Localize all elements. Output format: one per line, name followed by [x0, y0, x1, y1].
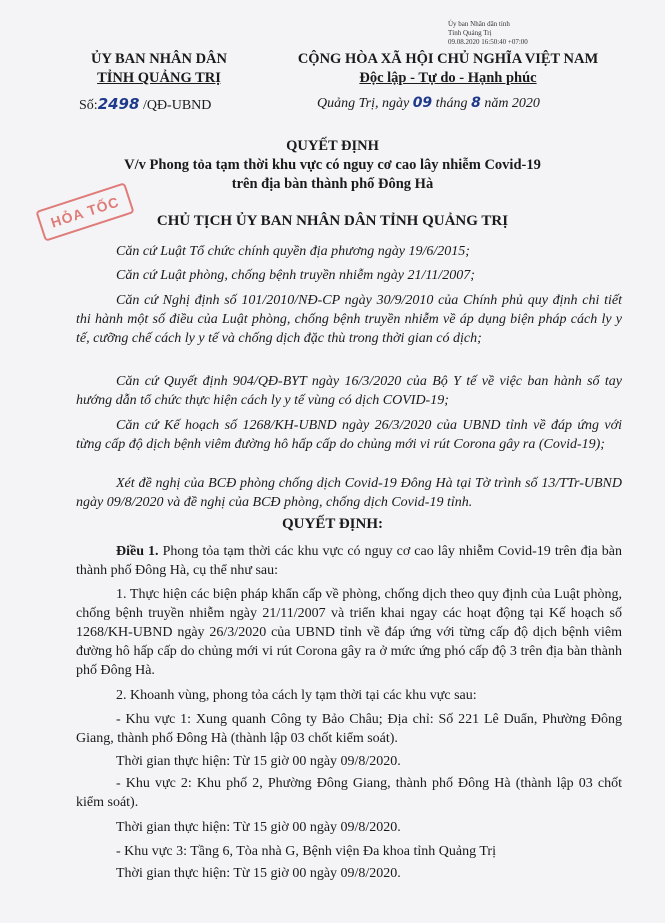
- date-year: năm 2020: [480, 96, 540, 111]
- doc-number-suffix: /QĐ-UBND: [139, 98, 212, 113]
- zone-3-time: Thời gian thực hiện: Từ 15 giờ 00 ngày 09/8/2020.: [116, 866, 401, 881]
- authority-line-2: TỈNH QUẢNG TRỊ: [97, 70, 221, 86]
- doc-number-prefix: Số:: [79, 98, 98, 113]
- national-motto: [258, 50, 638, 88]
- doc-number-handwritten: 2498: [97, 95, 140, 113]
- zone-2-time: Thời gian thực hiện: Từ 15 giờ 00 ngày 09/8/2020.: [116, 820, 401, 835]
- issuing-authority: [64, 50, 254, 88]
- zone-1: - Khu vực 1: Xung quanh Công ty Bảo Châu; Địa chỉ: Số 221 Lê Duẩn, Phường Đông Giang, thành phố Đông Hà (thành lập 03 chốt kiểm soát).: [76, 712, 622, 746]
- article-1-text: Phong tỏa tạm thời các khu vực có nguy cơ cao lây nhiễm Covid-19 trên địa bàn thành phố Đông Hà, cụ thể như sau:: [76, 544, 623, 578]
- item-2: 2. Khoanh vùng, phong tỏa cách ly tạm thời tại các khu vực sau:: [116, 688, 477, 703]
- basis-1: Căn cứ Luật Tổ chức chính quyền địa phương ngày 19/6/2015;: [116, 244, 470, 259]
- basis-2: Căn cứ Luật phòng, chống bệnh truyền nhiễm ngày 21/11/2007;: [116, 268, 475, 283]
- title-line-3: trên địa bàn thành phố Đông Hà: [231, 176, 434, 192]
- zone-3: - Khu vực 3: Tầng 6, Tòa nhà G, Bệnh viện Đa khoa tỉnh Quảng Trị: [116, 844, 496, 859]
- signature-line-1: Ủy ban Nhân dân tỉnh: [448, 20, 510, 28]
- decision-heading: QUYẾT ĐỊNH:: [282, 516, 383, 532]
- article-1: [76, 542, 622, 580]
- signature-line-3: 09.08.2020 16:50:40 +07:00: [448, 38, 528, 46]
- date-month: 8: [471, 95, 481, 111]
- item-1: 1. Thực hiện các biện pháp khẩn cấp về phòng, chống dịch theo quy định của Luật phòng, chống bệnh truyền nhiễm ngày 21/11/2007 và triển khai ngay các hoạt động tại Kế hoạch số 1268/KH-UBND ngày 26/3/2020 của UBND tỉnh về đáp ứng với từng cấp độ dịch bệnh viêm đường hô hấp cấp do chủng mới vi rút Corona gây ra ở mức ứng phó cấp độ 3 trên địa bàn thành phố Đông Hà.: [76, 587, 622, 678]
- basis-4: Căn cứ Quyết định 904/QĐ-BYT ngày 16/3/2020 của Bộ Y tế về việc ban hành sổ tay hướng dẫn tổ chức thực hiện cách ly y tế vùng có dịch COVID-19;: [76, 374, 622, 408]
- basis-3: Căn cứ Nghị định số 101/2010/NĐ-CP ngày 30/9/2010 của Chính phủ quy định chi tiết thi hành một số điều của Luật phòng, chống bệnh truyền nhiễm về áp dụng biện pháp cách ly y tế, cưỡng chế cách ly y tế và chống dịch đặc thù trong thời gian có dịch;: [76, 293, 622, 346]
- authority-line-1: ỦY BAN NHÂN DÂN: [90, 51, 227, 67]
- zone-2: - Khu vực 2: Khu phố 2, Phường Đông Giang, thành phố Đông Hà (thành lập 03 chốt kiểm soát).: [76, 776, 622, 810]
- date-day: 09: [412, 95, 433, 111]
- title-line-2: V/v Phong tỏa tạm thời khu vực có nguy cơ cao lây nhiễm Covid-19: [124, 157, 541, 173]
- document-number: [79, 95, 211, 114]
- date-place: Quảng Trị, ngày: [317, 96, 413, 111]
- zone-1-time: Thời gian thực hiện: Từ 15 giờ 00 ngày 09/8/2020.: [116, 754, 401, 769]
- title-line-1: QUYẾT ĐỊNH: [286, 138, 379, 154]
- urgent-stamp: HỎA TỐC: [35, 182, 134, 241]
- issue-date: [317, 95, 540, 112]
- article-1-label: Điều 1.: [116, 544, 159, 559]
- document-title: [0, 137, 665, 194]
- motto-line: Độc lập - Tự do - Hạnh phúc: [359, 70, 537, 86]
- date-month-label: tháng: [432, 96, 472, 111]
- chairman-heading: CHỦ TỊCH ỦY BAN NHÂN DÂN TỈNH QUẢNG TRỊ: [156, 213, 509, 229]
- basis-5: Căn cứ Kế hoạch số 1268/KH-UBND ngày 26/3/2020 của UBND tỉnh về đáp ứng với từng cấp độ dịch bệnh viêm đường hô hấp cấp do chủng mới vi rút Corona gây ra (Covid-19);: [76, 418, 622, 452]
- signature-line-2: Tỉnh Quảng Trị: [448, 29, 492, 37]
- basis-6: Xét đề nghị của BCĐ phòng chống dịch Covid-19 Đông Hà tại Tờ trình số 13/TTr-UBND ngày 09/8/2020 và đề nghị của BCĐ phòng, chống dịch Covid-19 tỉnh.: [76, 476, 622, 510]
- country-name: CỘNG HÒA XÃ HỘI CHỦ NGHĨA VIỆT NAM: [297, 51, 599, 67]
- digital-signature-block: [448, 20, 528, 47]
